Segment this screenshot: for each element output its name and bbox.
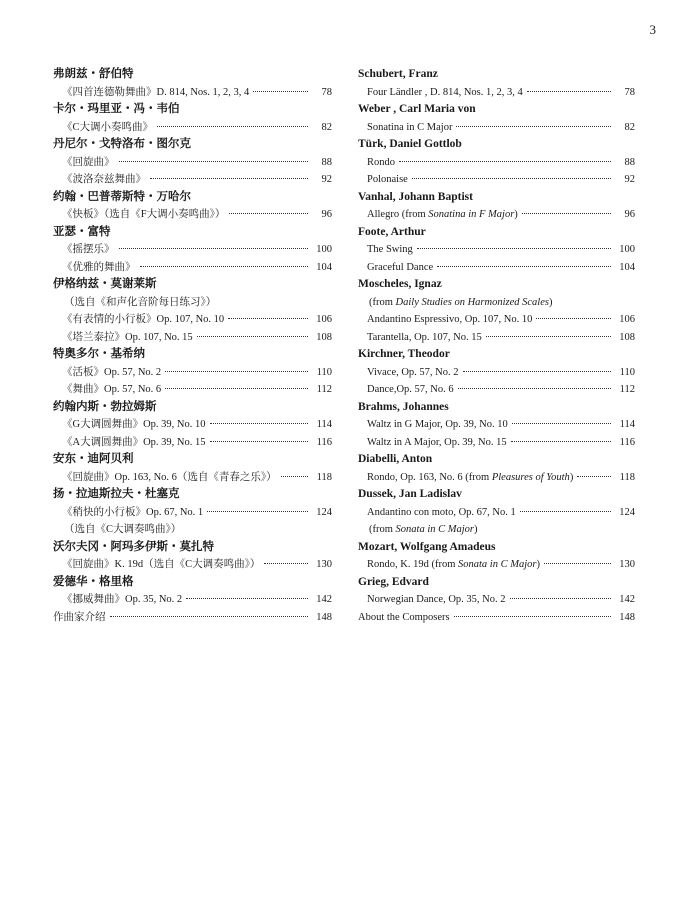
toc-entry [358, 504, 635, 522]
toc-entry [358, 609, 635, 627]
source-note [53, 294, 332, 312]
toc-entry [53, 434, 332, 452]
toc-entry [53, 416, 332, 434]
composer-heading: 约翰・巴普蒂斯特・万哈尔 [53, 190, 191, 203]
toc-entry [53, 329, 332, 347]
entry-page-number: 110 [619, 366, 635, 378]
dot-leader [186, 598, 308, 599]
composer-heading: 爱德华・格里格 [53, 575, 134, 588]
dot-leader [228, 318, 308, 319]
entry-page-number: 88 [321, 156, 332, 168]
entry-title: 《舞曲》Op. 57, No. 6 [62, 384, 162, 395]
toc-entry [358, 311, 635, 329]
entry-page-number: 148 [619, 611, 635, 623]
entry-page-number: 118 [619, 471, 635, 483]
composer-heading: 伊格纳兹・莫谢莱斯 [53, 278, 157, 290]
dot-leader [544, 563, 611, 564]
dot-leader [486, 336, 611, 337]
composer-heading: 约翰内斯・勃拉姆斯 [53, 400, 157, 413]
entry-page-number: 88 [624, 156, 635, 168]
dot-leader [527, 91, 611, 92]
dot-leader [281, 476, 308, 477]
toc-entry [358, 329, 635, 347]
toc-entry [358, 469, 635, 487]
entry-page-number: 110 [316, 366, 332, 378]
dot-leader [210, 423, 309, 424]
toc-entry [358, 171, 635, 189]
composer-heading: Brahms, Johannes [358, 400, 449, 413]
entry-title [367, 469, 573, 487]
entry-title: 《优雅的舞曲》 [62, 261, 136, 273]
dot-leader [577, 476, 611, 477]
composer-heading: Türk, Daniel Gottlob [358, 138, 462, 150]
entry-title-italic: Sonata in C Major [458, 559, 537, 570]
dot-leader [253, 91, 308, 92]
entry-title: 《塔兰泰拉》Op. 107, No. 15 [62, 331, 193, 343]
entry-title: 《A大调圆舞曲》Op. 39, No. 15 [62, 436, 206, 448]
toc-entry [53, 259, 332, 277]
entry-title: 《G大调圆舞曲》Op. 39, No. 10 [62, 419, 206, 430]
entry-title: The Swing [367, 244, 413, 255]
composer-heading: Vanhal, Johann Baptist [358, 190, 473, 203]
toc-entry [358, 241, 635, 259]
dot-leader [399, 161, 611, 162]
entry-title-text: (from [369, 524, 396, 535]
entry-page-number: 104 [316, 261, 332, 273]
toc-entry [53, 84, 332, 102]
composer-heading: Kirchner, Theodor [358, 348, 450, 360]
entry-page-number: 124 [619, 506, 635, 518]
composer-heading: Foote, Arthur [358, 225, 426, 238]
entry-page-number: 124 [316, 506, 332, 518]
dot-leader [454, 616, 611, 617]
source-note [358, 521, 635, 539]
page-number: 3 [649, 22, 656, 37]
entry-title-italic: Daily Studies on Harmonized Scales [395, 296, 549, 308]
entry-title: 《回旋曲》Op. 163, No. 6（选自《青春之乐》） [62, 471, 277, 483]
entry-title: Norwegian Dance, Op. 35, No. 2 [367, 594, 506, 605]
composer-heading: 特奥多尔・基希纳 [53, 348, 145, 360]
entry-title-italic: Sonatina in F Major [428, 209, 515, 220]
dot-leader [207, 511, 308, 512]
entry-page-number: 100 [619, 244, 635, 255]
toc-entry [358, 259, 635, 277]
entry-title: Graceful Dance [367, 261, 434, 273]
dot-leader [150, 178, 308, 179]
entry-page-number: 78 [624, 86, 635, 98]
entry-title-italic: Sonata in C Major [395, 524, 475, 535]
dot-leader [456, 126, 611, 127]
entry-page-number: 112 [316, 384, 332, 395]
toc-entry [358, 556, 635, 574]
entry-page-number: 148 [316, 611, 332, 623]
entry-page-number: 92 [624, 174, 635, 185]
toc-entry [358, 381, 635, 399]
entry-title-text: ) [569, 471, 574, 483]
entry-title: Four Ländler , D. 814, Nos. 1, 2, 3, 4 [367, 86, 523, 98]
entry-title [369, 521, 478, 539]
dot-leader [157, 126, 308, 127]
composer-heading: Mozart, Wolfgang Amadeus [358, 540, 496, 553]
entry-title: 《稍快的小行板》Op. 67, No. 1 [62, 506, 204, 518]
entry-page-number: 106 [316, 314, 332, 325]
composer-heading: 亚瑟・富特 [53, 225, 111, 238]
dot-leader [210, 441, 309, 442]
entry-title: Tarantella, Op. 107, No. 15 [367, 331, 482, 343]
dot-leader [458, 388, 611, 389]
entry-page-number: 130 [316, 559, 332, 570]
composer-heading: 丹尼尔・戈特洛布・图尔克 [53, 138, 191, 150]
source-note [358, 294, 635, 312]
entry-title-text: (from [369, 296, 396, 308]
dot-leader [510, 598, 611, 599]
entry-page-number: 114 [619, 419, 635, 430]
dot-leader [197, 336, 308, 337]
toc-entry [53, 591, 332, 609]
entry-page-number: 116 [619, 436, 635, 448]
toc-chinese-column [53, 66, 332, 626]
entry-page-number: 112 [619, 384, 635, 395]
dot-leader [110, 616, 309, 617]
toc-entry [53, 311, 332, 329]
entry-title-italic: Pleasures of Youth [491, 471, 570, 483]
toc-entry [53, 609, 332, 627]
toc-entry [358, 154, 635, 172]
entry-title: About the Composers [358, 611, 450, 623]
dot-leader [522, 213, 611, 214]
entry-title-text: ) [474, 524, 478, 535]
toc-entry [53, 154, 332, 172]
entry-title: 作曲家介绍 [53, 611, 106, 623]
entry-title: 《C大调小奏鸣曲》 [62, 121, 154, 133]
entry-page-number: 142 [316, 594, 332, 605]
toc-entry [358, 84, 635, 102]
entry-title: 《摇摆乐》 [62, 244, 115, 255]
entry-title: 《有表情的小行板》Op. 107, No. 10 [62, 314, 225, 325]
entry-title: Sonatina in C Major [367, 121, 453, 133]
entry-title: Waltz in A Major, Op. 39, No. 15 [367, 436, 507, 448]
toc-entry [53, 469, 332, 487]
entry-page-number: 114 [316, 419, 332, 430]
toc-entry [358, 434, 635, 452]
toc-entry [358, 416, 635, 434]
entry-page-number: 82 [624, 121, 635, 133]
entry-title [367, 556, 540, 574]
entry-title-text: Allegro (from [367, 209, 429, 220]
dot-leader [437, 266, 611, 267]
entry-title: Polonaise [367, 174, 408, 185]
composer-heading: Schubert, Franz [358, 68, 438, 80]
toc-entry [53, 206, 332, 224]
toc-entry [358, 206, 635, 224]
toc-entry [358, 591, 635, 609]
entry-title: Rondo [367, 156, 396, 168]
entry-title: Andantino Espressivo, Op. 107, No. 10 [367, 314, 533, 325]
dot-leader [463, 371, 611, 372]
toc-entry [53, 504, 332, 522]
dot-leader [165, 371, 308, 372]
entry-page-number: 118 [316, 471, 332, 483]
entry-page-number: 116 [316, 436, 332, 448]
entry-title: （选自《和声化音阶每日练习》） [64, 296, 217, 308]
entry-title: （选自《C大调奏鸣曲》） [64, 524, 182, 535]
dot-leader [119, 161, 309, 162]
entry-title-text: ) [548, 296, 553, 308]
toc-entry [358, 364, 635, 382]
composer-heading: 安东・迪阿贝利 [53, 453, 134, 465]
entry-title [367, 206, 518, 224]
entry-title: 《挪威舞曲》Op. 35, No. 2 [62, 594, 183, 605]
composer-heading: Dussek, Jan Ladislav [358, 488, 462, 500]
composer-heading: Weber , Carl Maria von [358, 103, 476, 115]
entry-title-text: Rondo, K. 19d (from [367, 559, 458, 570]
toc-entry [53, 171, 332, 189]
entry-page-number: 78 [321, 86, 332, 98]
entry-title: 《回旋曲》 [62, 156, 115, 168]
entry-title-text: ) [514, 209, 518, 220]
toc-entry [358, 119, 635, 137]
dot-leader [417, 248, 611, 249]
entry-title: 《活板》Op. 57, No. 2 [62, 366, 162, 378]
composer-heading: 扬・拉迪斯拉夫・杜塞克 [53, 488, 180, 500]
toc-entry [53, 381, 332, 399]
entry-page-number: 96 [321, 209, 332, 220]
entry-title: Vivace, Op. 57, No. 2 [367, 366, 459, 378]
composer-heading: Diabelli, Anton [358, 453, 433, 465]
toc-english-column [358, 66, 635, 626]
entry-title: Waltz in G Major, Op. 39, No. 10 [367, 419, 508, 430]
entry-title: 《四首连德勒舞曲》D. 814, Nos. 1, 2, 3, 4 [62, 86, 250, 98]
entry-page-number: 100 [316, 244, 332, 255]
dot-leader [165, 388, 308, 389]
dot-leader [229, 213, 308, 214]
dot-leader [520, 511, 611, 512]
entry-page-number: 96 [624, 209, 635, 220]
entry-page-number: 142 [619, 594, 635, 605]
entry-title: Dance,Op. 57, No. 6 [367, 384, 454, 395]
toc-entry [53, 119, 332, 137]
entry-page-number: 108 [316, 331, 332, 343]
entry-page-number: 108 [619, 331, 635, 343]
entry-page-number: 106 [619, 314, 635, 325]
composer-heading: 卡尔・玛里亚・冯・韦伯 [53, 103, 180, 115]
entry-title: 《快板》（选自《F大调小奏鸣曲》） [62, 209, 226, 220]
composer-heading: Moscheles, Ignaz [358, 278, 442, 290]
dot-leader [511, 441, 611, 442]
entry-page-number: 92 [321, 174, 332, 185]
dot-leader [264, 563, 308, 564]
toc-entry [53, 556, 332, 574]
toc-entry [53, 241, 332, 259]
entry-title [369, 294, 552, 312]
toc-entry [53, 364, 332, 382]
composer-heading: 沃尔夫冈・阿玛多伊斯・莫扎特 [53, 540, 214, 553]
dot-leader [536, 318, 611, 319]
entry-title: Andantino con moto, Op. 67, No. 1 [367, 506, 516, 518]
composer-heading: Grieg, Edvard [358, 575, 429, 588]
entry-title: 《回旋曲》K. 19d（选自《C大调奏鸣曲》） [62, 559, 261, 570]
entry-title-text: ) [536, 559, 540, 570]
entry-page-number: 82 [321, 121, 332, 133]
composer-heading: 弗朗兹・舒伯特 [53, 68, 134, 80]
entry-title: 《波洛奈兹舞曲》 [62, 174, 146, 185]
entry-page-number: 104 [619, 261, 635, 273]
dot-leader [412, 178, 611, 179]
dot-leader [119, 248, 309, 249]
dot-leader [140, 266, 309, 267]
dot-leader [512, 423, 611, 424]
source-note [53, 521, 332, 539]
entry-page-number: 130 [619, 559, 635, 570]
entry-title-text: Rondo, Op. 163, No. 6 (from [367, 471, 492, 483]
